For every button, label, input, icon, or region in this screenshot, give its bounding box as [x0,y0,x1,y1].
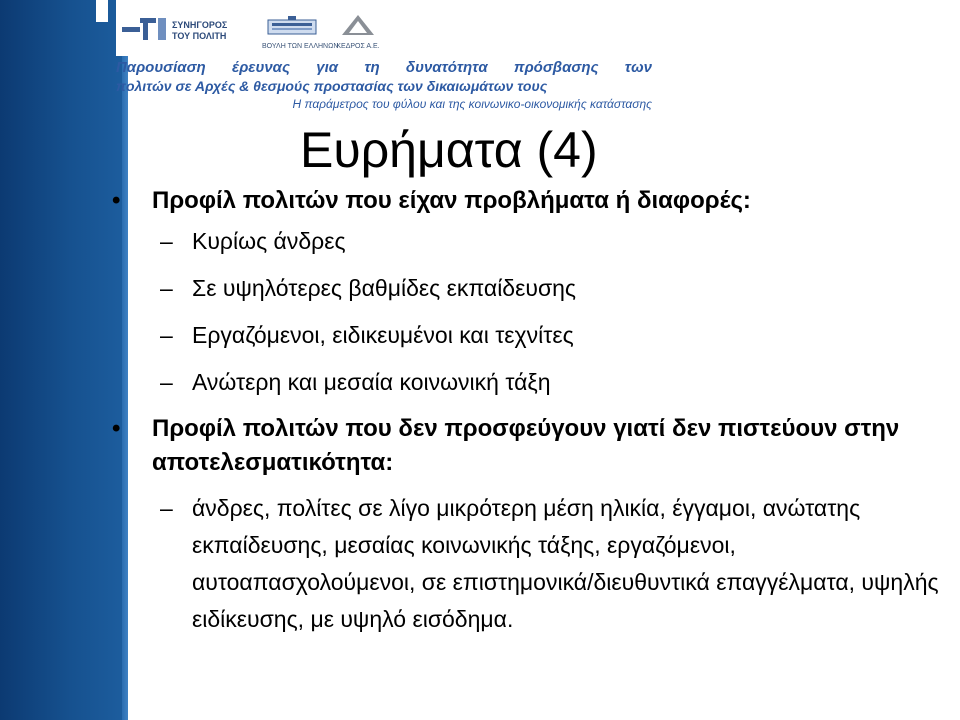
sub-bullet-text: άνδρες, πολίτες σε λίγο μικρότερη μέση ηλικία, έγγαμοι, ανώτατης εκπαίδευσης, μεσαίας κοινωνικής τάξης, εργαζόμενοι, αυτοαπασχολούμενοι, σε επιστημονικά/διευθυντικά επαγγέλματα, υψηλής ειδίκευσης, με υψηλό εισόδημα. [192,495,939,632]
banner-line-3: Η παράμετρος του φύλου και της κοινωνικο-οικονομικής κατάστασης [292,97,652,111]
synigoros-logo [122,14,242,50]
synigoros-icon [122,16,168,42]
kedros-logo [336,14,380,50]
sub-bullet-item [112,365,952,399]
sub-bullet-item [112,271,952,305]
sub-bullet-item [112,318,952,352]
sub-bullet-item [112,224,952,258]
dash-icon: – [160,275,173,301]
bullet-text: Προφίλ πολιτών που είχαν προβλήματα ή διαφορές: [152,187,751,214]
synigoros-text-line1: ΣΥΝΗΓΟΡΟΣ [172,20,228,30]
vouli-caption: ΒΟΥΛΗ ΤΩΝ ΕΛΛΗΝΩΝ [262,43,339,50]
sub-bullet-text: Ανώτερη και μεσαία κοινωνική τάξη [192,369,551,395]
sidebar-decoration [0,0,128,720]
banner-line-2: πολιτών σε Αρχές & θεσμούς προστασίας των δικαιωμάτων τους [116,78,548,94]
bullet-item [112,412,952,480]
bullet-item [112,184,952,218]
bullet-list [112,184,952,651]
research-banner [116,58,656,113]
parliament-icon [262,14,322,36]
dash-icon: – [160,228,173,254]
kedros-caption: ΚΕΔΡΟΣ Α.Ε. [336,43,380,50]
dash-icon: – [160,369,173,395]
bullet-icon: • [112,187,121,214]
sub-bullet-item [112,490,952,638]
dash-icon: – [160,495,173,521]
sub-bullet-text: Κυρίως άνδρες [192,228,346,254]
slide-title: Ευρήματα (4) [300,122,598,178]
vouli-logo [262,14,339,50]
banner-line-1: Παρουσίαση έρευνας για τη δυνατότητα πρόσβασης των [116,59,652,76]
dash-icon: – [160,322,173,348]
sub-bullet-text: Εργαζόμενοι, ειδικευμένοι και τεχνίτες [192,322,574,348]
kedros-icon [336,14,380,36]
sidebar-stripe [96,0,108,22]
bullet-icon: • [112,415,121,442]
sub-bullet-text: Σε υψηλότερες βαθμίδες εκπαίδευσης [192,275,577,301]
synigoros-text-line2: ΤΟΥ ΠΟΛΙΤΗ [172,31,227,41]
bullet-text: Προφίλ πολιτών που δεν προσφεύγουν γιατί δεν πιστεύουν στην αποτελεσματικότητα: [152,415,900,476]
